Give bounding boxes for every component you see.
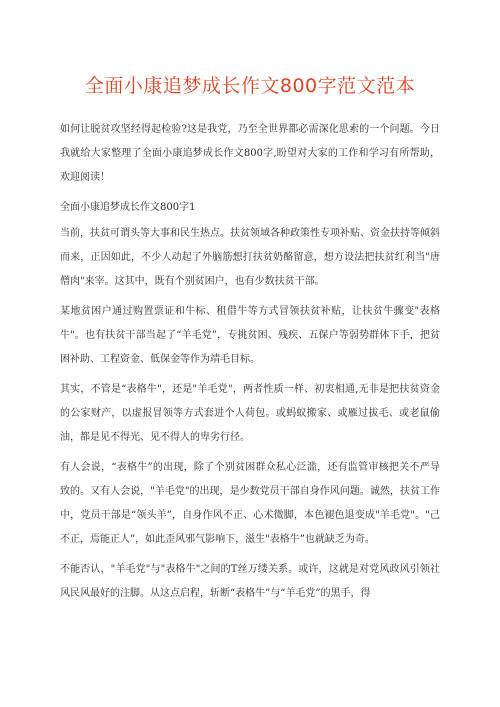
body-paragraph: 其实，不管是“表格牛"，还是"羊毛党"，两者性质一样、初衷相通,无非是把扶贫资金的公家财产，以虚报冒领等方式套进个人荷包。或蚂蚁搬家、或雁过拔毛、或老鼠偷油，都是见不得光、见不得人的卑劣行径。	[60, 384, 440, 443]
body-paragraph: 有人会说，“表格牛”的出现，除了个别贫困群众私心泛滥，还有监管审核把关不严导致的。又有人会说，"羊毛党"的出现，是少数党员干部自身作风问题。诚然，扶贫工作中，党员干部是“领头羊”，自身作风不正、心术微脚，本色褪色退变成"羊毛党"。"己不正，焉能正人”，如此歪风邪气影响下，滋生"表格牛”也就缺乏为奇。	[60, 462, 440, 545]
body-paragraph: 不能否认，"羊毛党"与"表格牛"之间的T丝万缕关系。或许，这就是对党风政风引领社风民风最好的注脚。从这点启程，斩断“表格牛”与“羊毛党”的黑手，得	[60, 564, 440, 599]
section-heading: 全面小康追梦成长作文800字1	[60, 202, 196, 213]
intro-paragraph: 如何让脱贫攻坚经得起检验?这是我党，乃至全世界都必需深化思索的一个问题。今日我就给大家整理了全面小康追梦成长作文800字,盼望对大家的工作和学习有所帮助，欢迎阅读！	[60, 124, 440, 183]
document-title: 全面小康追梦成长作文800字范文范本	[84, 75, 416, 97]
body-paragraph: 某地贫困户通过购置票证和牛标、租借牛等方式冒领扶贫补贴，让扶贫牛骤变"表格牛"。也有扶贫干部当起了“羊毛党”，专挑贫困、残疾、五保户等弱势群体下手，把贫困补助、工程资金、低保金等作为靖毛目标。	[60, 306, 440, 365]
body-paragraph: 当前，扶贫可谓头等大事和民生热点。扶贫领域各种政策性专项补贴、资金扶持等倾斜而来，正因如此，不少人动起了外脑筋想打扶贫奶酪留意，想方设法把扶贫红利当"唐僧肉"来宰。这其中，既有个别贫困户，也有少数扶贫干部。	[60, 228, 440, 287]
document-body	[60, 118, 440, 612]
